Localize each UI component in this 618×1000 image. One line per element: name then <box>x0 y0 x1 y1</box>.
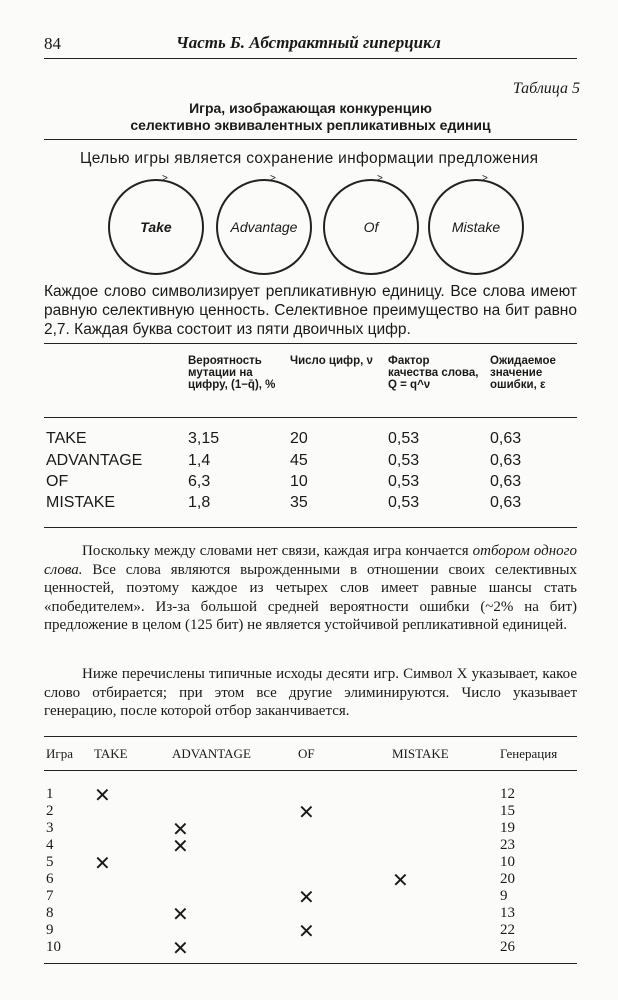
mutation-cell: 1,8 <box>188 494 211 511</box>
circle-label: Of <box>363 219 379 235</box>
col-header-advantage: ADVANTAGE <box>172 746 251 761</box>
error-cell: 0,63 <box>490 473 522 490</box>
circular-arrow-icon: > <box>162 173 168 184</box>
generation-cell: 23 <box>500 837 515 853</box>
winner-mark-icon: ✕ <box>298 800 315 824</box>
col-header-game: Игра <box>46 746 73 761</box>
digits-cell: 35 <box>290 494 308 511</box>
params-header-rule <box>44 417 577 418</box>
quality-cell: 0,53 <box>388 473 420 490</box>
games-top-rule <box>44 736 577 737</box>
error-cell: 0,63 <box>490 494 522 511</box>
winner-mark-icon: ✕ <box>94 783 111 807</box>
circular-arrow-icon: > <box>377 173 383 184</box>
generation-cell: 15 <box>500 803 515 819</box>
game-number: 2 <box>46 803 54 819</box>
word-cell: TAKE <box>46 430 87 447</box>
intro-paragraph: Каждое слово символизирует репликативную единицу. Все слова имеют равную селективную ценность. Селективное преимущество на бит равно 2,7. Каждая буква состоит из пяти двоичных цифр. <box>44 283 577 338</box>
winner-mark-icon: ✕ <box>298 919 315 943</box>
generation-cell: 12 <box>500 786 515 802</box>
winner-mark-icon: ✕ <box>172 936 189 960</box>
mutation-cell: 6,3 <box>188 473 211 490</box>
quality-cell: 0,53 <box>388 494 420 511</box>
game-number: 5 <box>46 854 54 870</box>
generation-cell: 19 <box>500 820 515 836</box>
winner-mark-icon: ✕ <box>94 851 111 875</box>
game-number: 1 <box>46 786 54 802</box>
generation-cell: 20 <box>500 871 515 887</box>
quality-cell: 0,53 <box>388 452 420 469</box>
generation-cell: 9 <box>500 888 508 904</box>
circle-label: Mistake <box>451 219 501 235</box>
generation-cell: 22 <box>500 922 515 938</box>
table-label: Таблица 5 <box>512 80 580 97</box>
game-number: 7 <box>46 888 54 904</box>
goal-text: Целью игры является сохранение информации предложения <box>80 150 539 167</box>
game-number: 10 <box>46 939 61 955</box>
running-title: Часть Б. Абстрактный гиперцикл <box>176 33 441 52</box>
col-header-of: OF <box>298 746 315 761</box>
col-header-mutation: Вероятность мутации на цифру, (1−q̄), % <box>188 355 276 391</box>
winner-mark-icon: ✕ <box>298 885 315 909</box>
params-top-rule <box>44 343 577 344</box>
circular-arrow-icon: > <box>270 173 276 184</box>
game-number: 3 <box>46 820 54 836</box>
col-header-take: TAKE <box>94 746 128 761</box>
game-number: 8 <box>46 905 54 921</box>
params-bottom-rule <box>44 527 577 528</box>
header-rule <box>44 58 577 59</box>
emphasis-text: отбором одного слова. <box>44 543 577 578</box>
game-number: 9 <box>46 922 54 938</box>
generation-cell: 13 <box>500 905 515 921</box>
table-title-line-1: Игра, изображающая конкуренцию <box>189 100 432 116</box>
table-title-line-2: селективно эквивалентных репликативных единиц <box>130 117 491 133</box>
paragraph-text: Поскольку между словами нет связи, каждая игра кончается <box>82 543 473 559</box>
mutation-cell: 1,4 <box>188 452 211 469</box>
col-header-digits: Число цифр, ν <box>290 355 373 367</box>
generation-cell: 26 <box>500 939 515 955</box>
col-header-error: Ожидаемое значение ошибки, ε <box>490 355 556 391</box>
word-circle-take <box>108 173 204 275</box>
games-header-rule <box>44 770 577 771</box>
winner-mark-icon: ✕ <box>172 902 189 926</box>
game-number: 6 <box>46 871 54 887</box>
mutation-cell: 3,15 <box>188 430 220 447</box>
winner-mark-icon: ✕ <box>172 834 189 858</box>
col-header-quality: Фактор качества слова, Q = q^ν <box>388 355 479 391</box>
word-circle-of <box>323 173 419 275</box>
word-cell: MISTAKE <box>46 494 116 511</box>
col-header-generation: Генерация <box>500 746 558 761</box>
game-number: 4 <box>46 837 54 853</box>
error-cell: 0,63 <box>490 430 522 447</box>
word-circle-advantage <box>216 173 312 275</box>
winner-mark-icon: ✕ <box>172 817 189 841</box>
circle-label: Advantage <box>230 219 298 235</box>
word-circle-mistake <box>428 173 524 275</box>
circular-arrow-icon: > <box>482 173 488 184</box>
word-cell: OF <box>46 473 69 490</box>
winner-mark-icon: ✕ <box>392 868 409 892</box>
quality-cell: 0,53 <box>388 430 420 447</box>
word-cell: ADVANTAGE <box>46 452 143 469</box>
digits-cell: 20 <box>290 430 308 447</box>
paragraph-selection <box>44 542 577 635</box>
digits-cell: 45 <box>290 452 308 469</box>
paragraph-outcomes: Ниже перечислены типичные исходы десяти игр. Символ X указывает, какое слово отбирается; при этом все другие элиминируются. Число указывает генерацию, после которой отбор заканчивается. <box>44 666 577 719</box>
page-number: 84 <box>44 34 61 53</box>
title-rule <box>44 139 577 140</box>
games-bottom-rule <box>44 963 577 964</box>
circle-label: Take <box>140 219 172 235</box>
generation-cell: 10 <box>500 854 515 870</box>
digits-cell: 10 <box>290 473 308 490</box>
error-cell: 0,63 <box>490 452 522 469</box>
paragraph-text: Все слова являются вырожденными в отношении своих селективных ценностей, поэтому каждое из четырех слов имеет равные шансы стать «победителем». Из-за большой средней вероятности ошибки (~2% на бит) предложение в целом (125 бит) не является устойчивой репликативной единицей. <box>44 561 577 633</box>
col-header-mistake: MISTAKE <box>392 746 449 761</box>
